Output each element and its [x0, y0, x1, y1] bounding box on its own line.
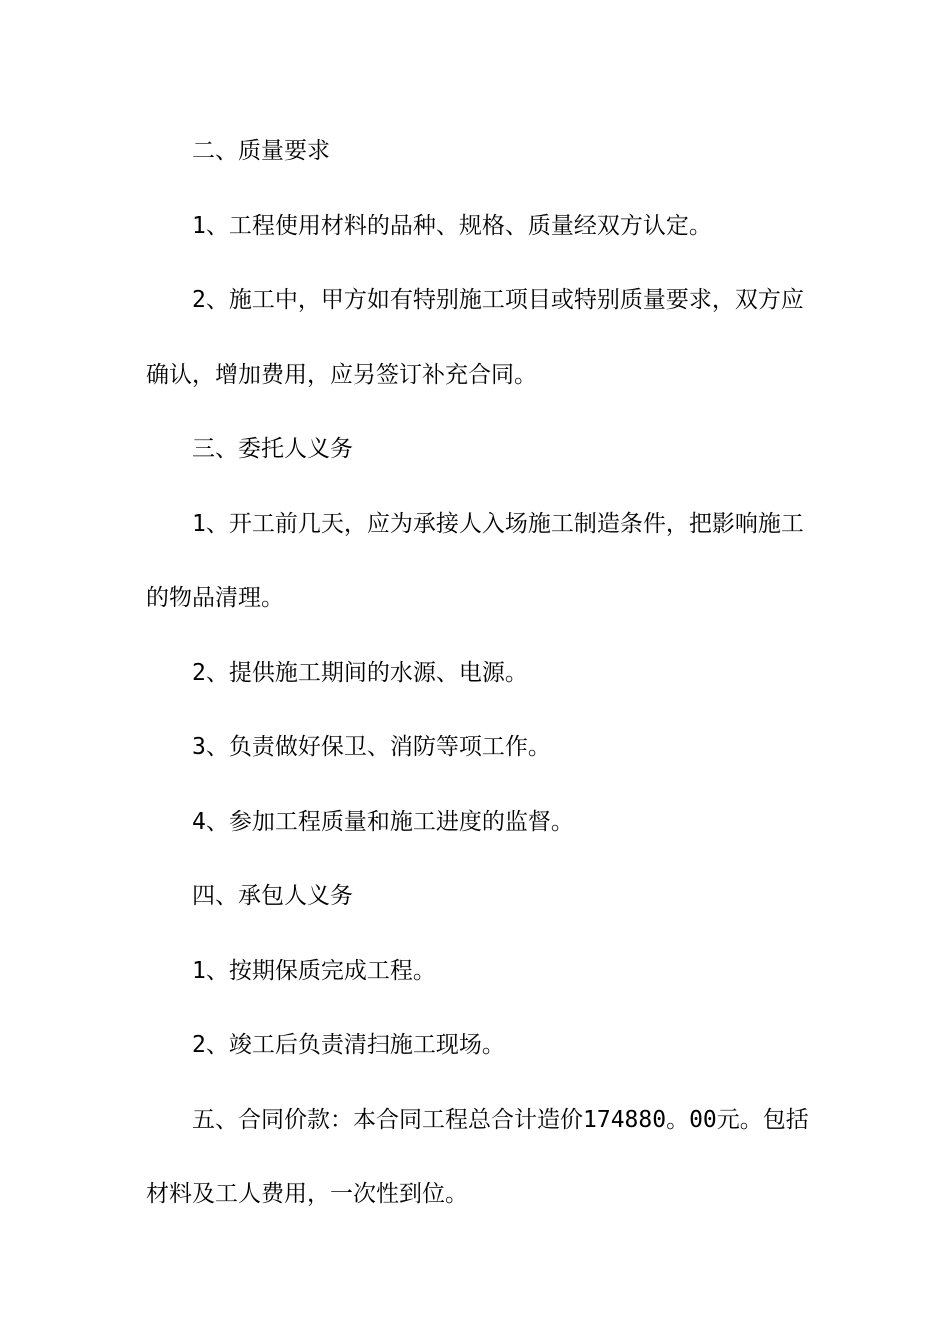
client-obligation-1: 1、开工前几天，应为承接人入场施工制造条件，把影响施工的物品清理。	[146, 510, 804, 611]
quality-item-1: 1、工程使用材料的品种、规格、质量经双方认定。	[192, 212, 712, 239]
contract-price-paragraph: 五、合同价款：本合同工程总合计造价174880。00元。包括材料及工人费用，一次性到位。	[146, 1106, 809, 1207]
quality-item-2: 2、施工中，甲方如有特别施工项目或特别质量要求，双方应确认，增加费用，应另签订补充合同。	[146, 287, 804, 388]
section-heading-contractor-obligations: 四、承包人义务	[192, 883, 353, 909]
section-heading-client-obligations: 三、委托人义务	[192, 436, 353, 462]
client-obligation-4: 4、参加工程质量和施工进度的监督。	[192, 808, 574, 835]
document-body	[146, 114, 810, 1232]
client-obligation-3: 3、负责做好保卫、消防等项工作。	[192, 734, 551, 760]
contractor-obligation-2: 2、竣工后负责清扫施工现场。	[192, 1032, 505, 1058]
contractor-obligation-1: 1、按期保质完成工程。	[192, 957, 436, 984]
section-heading-quality: 二、质量要求	[192, 138, 330, 164]
client-obligation-2: 2、提供施工期间的水源、电源。	[192, 659, 528, 686]
